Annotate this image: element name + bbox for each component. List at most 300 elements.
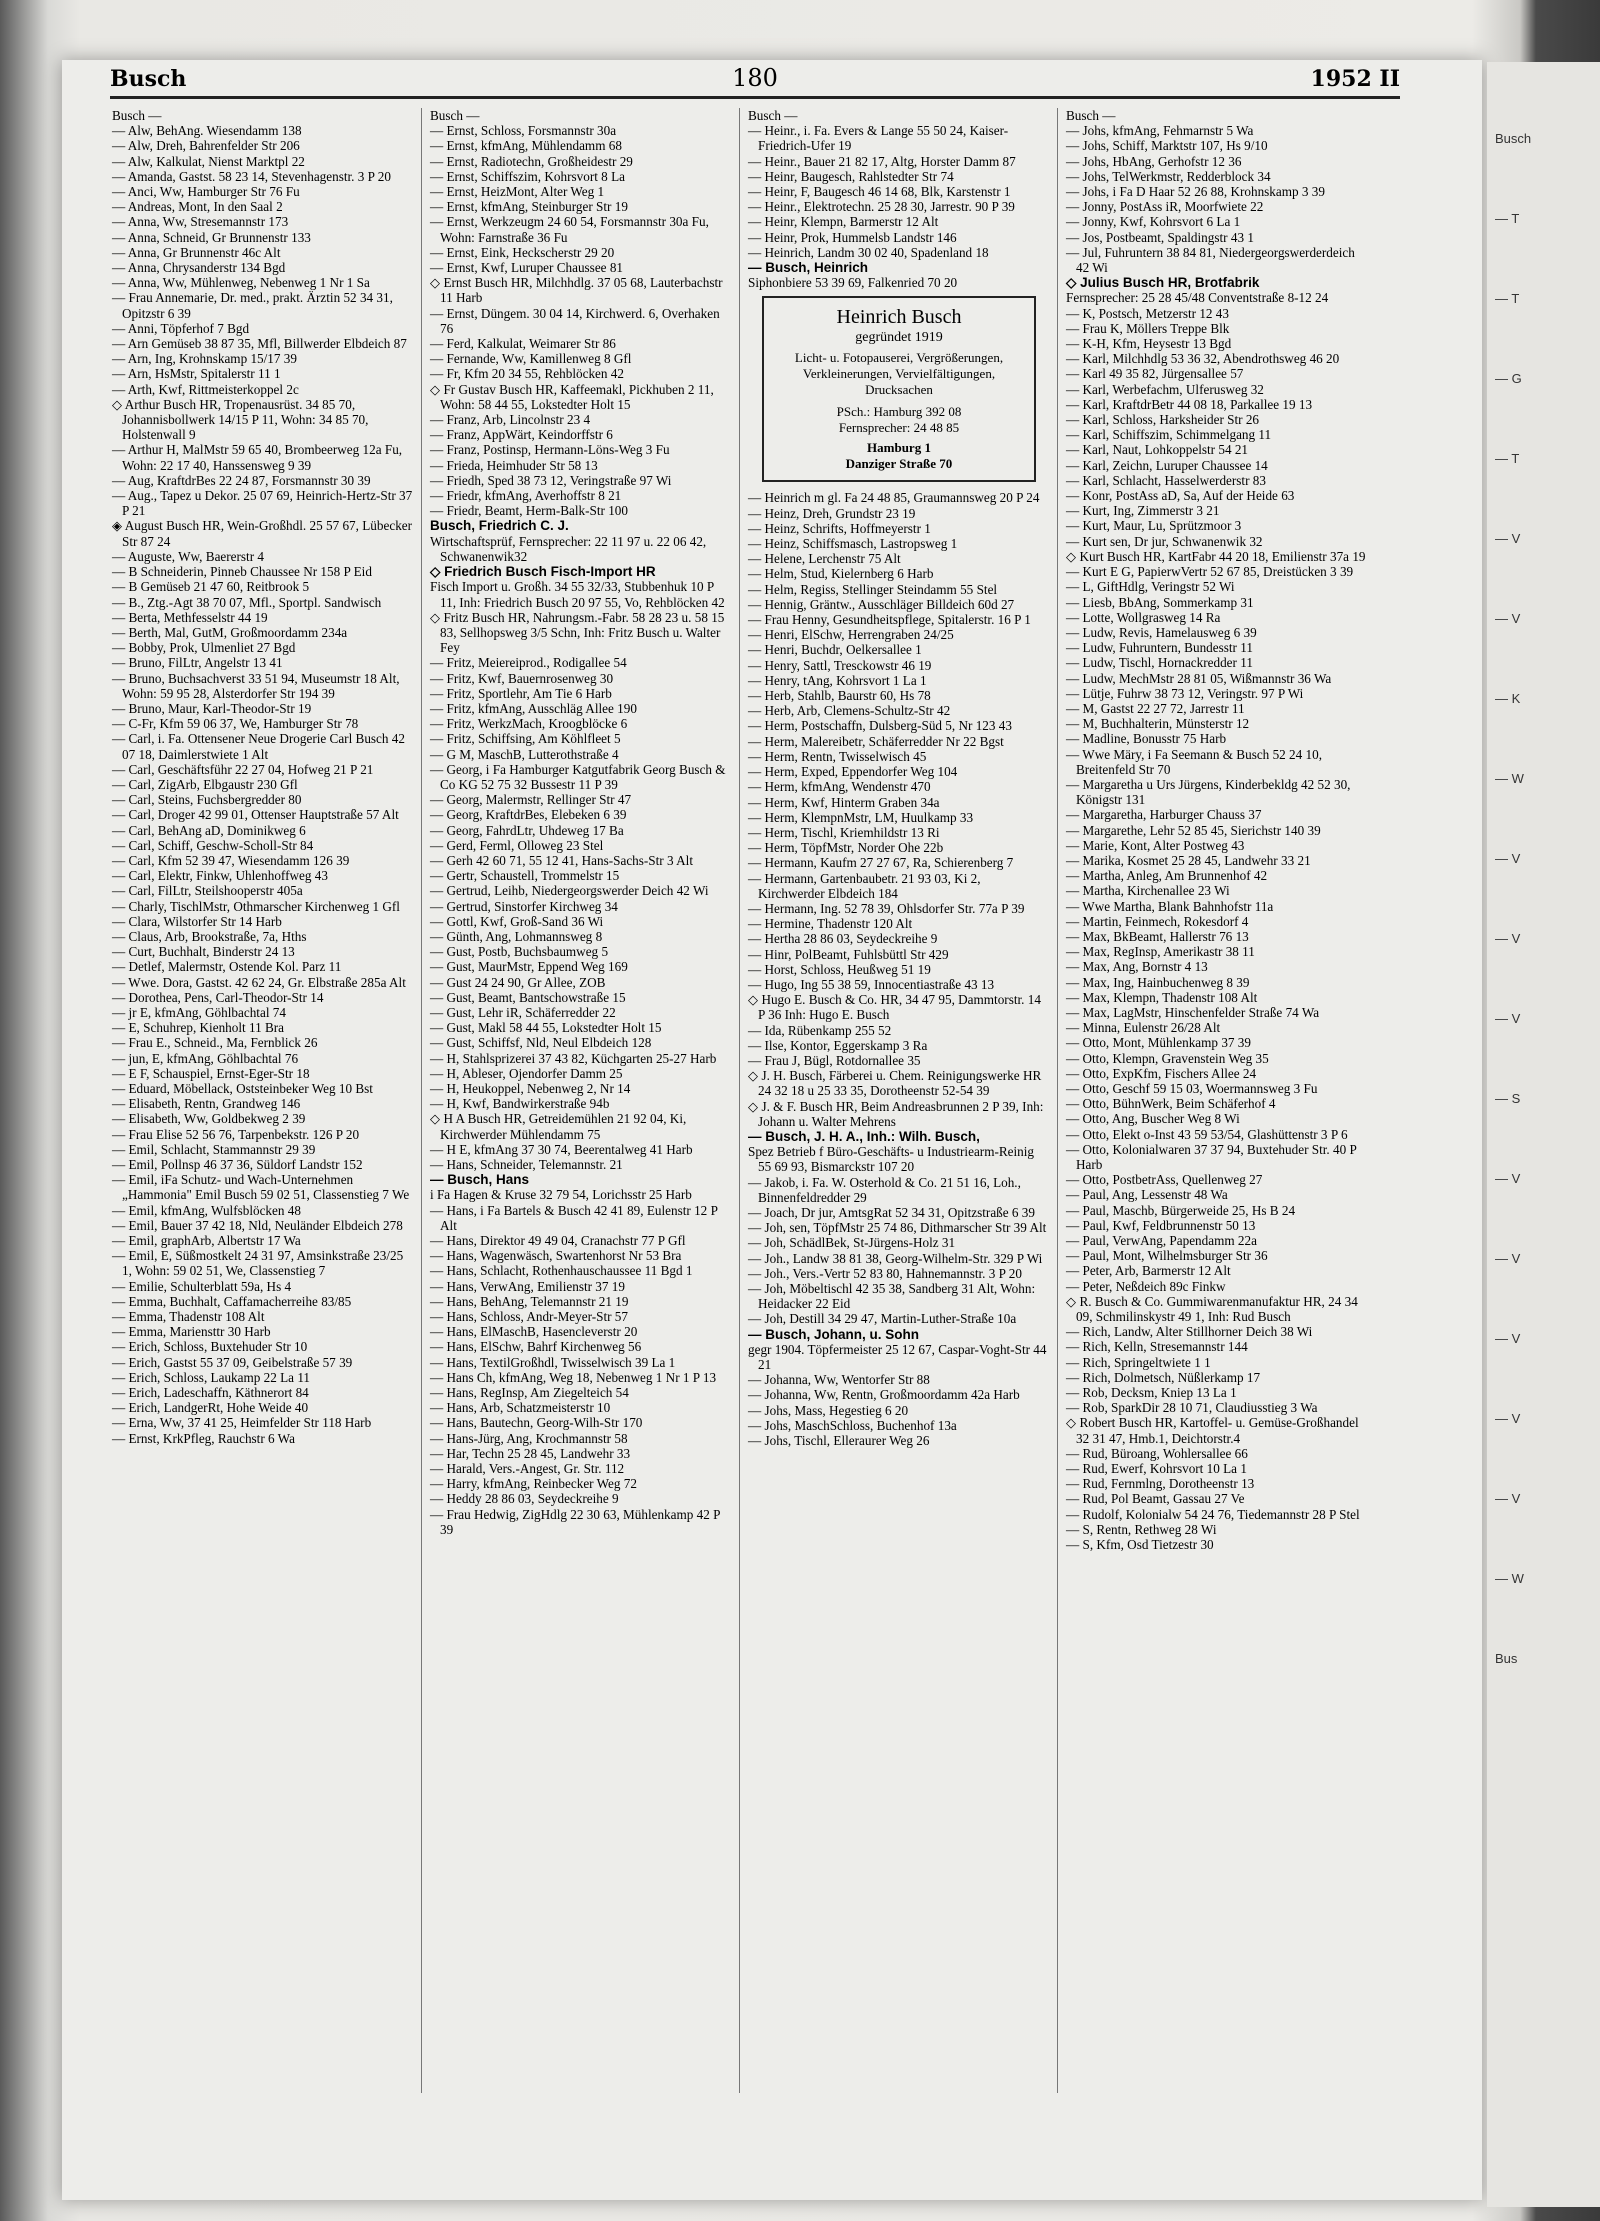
directory-entry: — S, Kfm, Osd Tietzestr 30 [1066, 1537, 1214, 1553]
directory-entry: — Rich, Springeltwiete 1 1 [1066, 1354, 1211, 1370]
directory-entry: — Emil, Bauer 37 42 18, Nld, Neuländer Elbdeich 278 [112, 1217, 403, 1233]
directory-entry: — Emil, graphArb, Albertstr 17 Wa [112, 1233, 301, 1249]
directory-entry: — Arth, Kwf, Rittmeisterkoppel 2c [112, 381, 299, 397]
directory-entry: — Wwe Märy, i Fa Seemann & Busch 52 24 10, Breitenfeld Str 70 [1066, 746, 1323, 777]
directory-entry: — Gertrud, Leihb, Niedergeorgswerder Deich 42 Wi [430, 883, 709, 899]
directory-entry: — Dorothea, Pens, Carl-Theodor-Str 14 [112, 989, 324, 1005]
ad-street: Danziger Straße 70 [845, 456, 953, 472]
directory-entry: — Carl, Steins, Fuchsbergredder 80 [112, 792, 302, 808]
directory-entry: — Herm, Tischl, Kriemhildstr 13 Ri [748, 824, 940, 840]
directory-entry: — Erich, Schloss, Buxtehuder Str 10 [112, 1339, 308, 1355]
directory-entry: — Andreas, Mont, In den Saal 2 [112, 199, 283, 215]
directory-entry: ◇ Arthur Busch HR, Tropenausrüst. 34 85 70, Johannisbollwerk 14/15 P 11, Wohn: 34 85 70, Holstenwall 9 [112, 396, 369, 443]
directory-entry: — Friedr, Beamt, Herm-Balk-Str 100 [430, 503, 628, 519]
directory-entry: — Hans, TextilGroßhdl, Twisselwisch 39 La 1 [430, 1354, 676, 1370]
directory-entry: ◇ Fritz Busch HR, Nahrungsm.-Fabr. 58 28 23 u. 58 15 83, Sellhopsweg 3/5 Schn, Inh: Fritz Busch u. Walter Fey [430, 609, 725, 656]
directory-entry: — Hermine, Thadenstr 120 Alt [748, 916, 913, 932]
ad-company-name: Heinrich Busch [836, 306, 962, 329]
directory-entry: ◇ Kurt Busch HR, KartFabr 44 20 18, Emilienstr 37a 19 [1066, 548, 1366, 564]
directory-entry: ◈ August Busch HR, Wein-Großhdl. 25 57 67, Lübecker Str 87 24 [112, 518, 413, 549]
directory-entry: — Emil, Schlacht, Stammannstr 29 39 [112, 1141, 316, 1157]
directory-entry: — Franz, Postinsp, Hermann-Löns-Weg 3 Fu [430, 442, 670, 458]
directory-entry: — Ernst, Eink, Heckscherstr 29 20 [430, 244, 615, 260]
directory-entry: — jun, E, kfmAng, Göhlbachtal 76 [112, 1050, 299, 1066]
directory-entry: — Lotte, Wollgrasweg 14 Ra [1066, 609, 1221, 625]
directory-entry: — Alw, BehAng. Wiesendamm 138 [112, 123, 302, 139]
directory-entry: — Max, RegInsp, Amerikastr 38 11 [1066, 944, 1255, 960]
directory-entry: ◇ Hugo E. Busch & Co. HR, 34 47 95, Dammtorstr. 14 P 36 Inh: Hugo E. Busch [748, 992, 1041, 1023]
next-page-fragment: — V [1495, 1411, 1521, 1426]
directory-entry: — Henri, ElSchw, Herrengraben 24/25 [748, 627, 954, 643]
directory-entry: — Rich, Dolmetsch, Nüßlerkamp 17 [1066, 1369, 1261, 1385]
directory-entry: — Henry, tAng, Kohrsvort 1 La 1 [748, 672, 927, 688]
directory-entry: — Ernst, Radiotechn, Großheidestr 29 [430, 153, 633, 169]
directory-entry: — Karl, Milchhdlg 53 36 32, Abendrothsweg 46 20 [1066, 351, 1340, 367]
directory-entry: — Erich, Gastst 55 37 09, Geibelstraße 57 39 [112, 1354, 353, 1370]
directory-entry: — Alw, Dreh, Bahrenfelder Str 206 [112, 138, 300, 154]
directory-entry: — Emil, iFa Schutz- und Wach-Unternehmen „Hammonia" Emil Busch 59 02 51, Classenstieg 7 We [112, 1172, 410, 1203]
directory-entry: — Liesb, BbAng, Sommerkamp 31 [1066, 594, 1254, 610]
directory-entry: — Fritz, Meiereiprod., Rodigallee 54 [430, 655, 627, 671]
directory-entry: — Herm, Postschaffn, Dulsberg-Süd 5, Nr 123 43 [748, 718, 1012, 734]
directory-entry: — Anci, Ww, Hamburger Str 76 Fu [112, 184, 300, 200]
directory-entry: — Harry, kfmAng, Reinbecker Weg 72 [430, 1476, 637, 1492]
directory-entry: Busch — [112, 108, 162, 123]
ad-postal-account: PSch.: Hamburg 392 08 [836, 404, 962, 420]
directory-entry: — Anna, Gr Brunnenstr 46c Alt [112, 244, 281, 260]
directory-entry: — Gust, Schiffsf, Nld, Neul Elbdeich 128 [430, 1035, 652, 1051]
directory-entry: — Otto, Ang, Buscher Weg 8 Wi [1066, 1111, 1240, 1127]
directory-entry: — Paul, Ang, Lessenstr 48 Wa [1066, 1187, 1228, 1203]
directory-entry: — Herm, Kwf, Hinterm Graben 34a [748, 794, 940, 810]
directory-entry: — Hermann, Ing. 52 78 39, Ohlsdorfer Str. 77a P 39 [748, 900, 1025, 916]
directory-entry: — Hans, Arb, Schatzmeisterstr 10 [430, 1400, 611, 1416]
directory-entry: — Johs, TelWerkmstr, Redderblock 34 [1066, 168, 1271, 184]
directory-entry: — Karl, Schlacht, Hasselwerderstr 83 [1066, 472, 1266, 488]
directory-entry: — Herb, Arb, Clemens-Schultz-Str 42 [748, 703, 951, 719]
directory-entry: — Carl, Kfm 52 39 47, Wiesendamm 126 39 [112, 852, 350, 868]
directory-entry: Busch — [748, 108, 798, 123]
next-page-fragment: — V [1495, 851, 1521, 866]
directory-entry: — Johanna, Ww, Wentorfer Str 88 [748, 1372, 930, 1388]
directory-entry: — Hans, VerwAng, Emilienstr 37 19 [430, 1278, 625, 1294]
directory-entry: — Otto, Klempn, Gravenstein Weg 35 [1066, 1050, 1269, 1066]
directory-entry-heading: — Busch, Hans [430, 1172, 530, 1188]
directory-entry: — Johs, MaschSchloss, Buchenhof 13a [748, 1417, 957, 1433]
directory-entry: — Hans, Schloss, Andr-Meyer-Str 57 [430, 1309, 628, 1325]
directory-entry: — Johs, Schiff, Marktstr 107, Hs 9/10 [1066, 138, 1268, 154]
directory-entry: — Herm, Malereibetr, Schäferredder Nr 22 Bgst [748, 733, 1004, 749]
directory-entry: — Herm, TöpfMstr, Norder Ohe 22b [748, 840, 944, 856]
directory-entry: — Frau J, Bügl, Rotdornallee 35 [748, 1052, 921, 1068]
directory-entry: — Carl, Droger 42 99 01, Ottenser Hauptstraße 57 Alt [112, 807, 399, 823]
directory-entry: — Gust, Postb, Buchsbaumweg 5 [430, 944, 609, 960]
directory-entry: — Hermann, Gartenbaubetr. 21 93 03, Ki 2, Kirchwerder Elbdeich 184 [748, 870, 981, 901]
directory-entry: — Hans-Jürg, Ang, Krochmannstr 58 [430, 1430, 628, 1446]
directory-entry: — Kurt, Ing, Zimmerstr 3 21 [1066, 503, 1220, 519]
next-page-fragment: — V [1495, 1251, 1521, 1266]
directory-entry: — Emil, E, Süßmostkelt 24 31 97, Amsinkstraße 23/25 1, Wohn: 59 02 51, We, Classenstieg 7 [112, 1248, 404, 1279]
directory-entry: — Carl, Geschäftsführ 22 27 04, Hofweg 21 P 21 [112, 761, 374, 777]
directory-entry: — Rud, Fernmlng, Dorotheenstr 13 [1066, 1476, 1255, 1492]
directory-entry: — Ernst, HeizMont, Alter Weg 1 [430, 184, 605, 200]
directory-entry: — Fr, Kfm 20 34 55, Rehblöcken 42 [430, 366, 624, 382]
directory-entry: — Franz, Arb, Lincolnstr 23 4 [430, 412, 591, 428]
directory-entry: — Gust, Lehr iR, Schäferredder 22 [430, 1004, 616, 1020]
directory-entry: — Alw, Kalkulat, Nienst Marktpl 22 [112, 153, 305, 169]
directory-entry: ◇ Fr Gustav Busch HR, Kaffeemakl, Pickhuben 2 11, Wohn: 58 44 55, Lokstedter Holt 15 [430, 381, 714, 412]
directory-entry: — Johanna, Ww, Rentn, Großmoordamm 42a Harb [748, 1387, 1020, 1403]
directory-entry: — Bobby, Prok, Ulmenliet 27 Bgd [112, 640, 296, 656]
directory-entry: — Heinz, Dreh, Grundstr 23 19 [748, 505, 916, 521]
directory-entry: — Berth, Mal, GutM, Großmoordamm 234a [112, 624, 348, 640]
ad-phone: Fernsprecher: 24 48 85 [838, 420, 960, 436]
directory-entry: — Johs, Mass, Hegestieg 6 20 [748, 1402, 909, 1418]
directory-entry: — K, Postsch, Metzerstr 12 43 [1066, 305, 1229, 321]
directory-entry: — Fernande, Ww, Kamillenweg 8 Gfl [430, 351, 632, 367]
directory-entry: Wirtschaftsprüf, Fernsprecher: 22 11 97 u. 22 06 42, Schwanenwik32 [430, 533, 707, 564]
directory-entry: — Erich, Ladeschaffn, Käthnerort 84 [112, 1385, 309, 1401]
next-page-edge [1487, 62, 1600, 2207]
directory-entry: — Frau E., Schneid., Ma, Fernblick 26 [112, 1035, 318, 1051]
directory-entry: — Jos, Postbeamt, Spaldingstr 43 1 [1066, 229, 1254, 245]
directory-entry: — Otto, PostbetrAss, Quellenweg 27 [1066, 1172, 1263, 1188]
directory-entry: — Anna, Chrysanderstr 134 Bgd [112, 260, 286, 276]
directory-entry: — Henry, Sattl, Tresckowstr 46 19 [748, 657, 932, 673]
directory-entry: Busch — [1066, 108, 1116, 123]
directory-entry: — Hans, i Fa Bartels & Busch 42 41 89, Eulenstr 12 P Alt [430, 1202, 718, 1233]
directory-entry: Fisch Import u. Großh. 34 55 32/33, Stubbenhuk 10 P 11, Inh: Friedrich Busch 20 97 55, Vo, Rehblöcken 42 [430, 579, 725, 610]
directory-entry: — Johs, HbAng, Gerhofstr 12 36 [1066, 153, 1242, 169]
page-number: 180 [732, 64, 778, 92]
directory-entry: — Heinrich, Landm 30 02 40, Spadenland 18 [748, 244, 989, 260]
directory-entry: — Erna, Ww, 37 41 25, Heimfelder Str 118 Harb [112, 1415, 372, 1431]
directory-entry: — Ida, Rübenkamp 255 52 [748, 1022, 892, 1038]
directory-entry: — Auguste, Ww, Baererstr 4 [112, 548, 264, 564]
next-page-fragment: — V [1495, 531, 1521, 546]
next-page-fragment: Busch [1495, 131, 1532, 146]
directory-entry: — Otto, Elekt o-Inst 43 59 53/54, Glashüttenstr 3 P 6 [1066, 1126, 1348, 1142]
directory-entry: — Bruno, FilLtr, Angelstr 13 41 [112, 655, 283, 671]
directory-entry: — Gust, Makl 58 44 55, Lokstedter Holt 15 [430, 1020, 662, 1036]
directory-entry: — Joh, Möbeltischl 42 35 38, Sandberg 31 Alt, Wohn: Heidacker 22 Eid [748, 1281, 1036, 1312]
directory-entry: — Carl, Schiff, Geschw-Scholl-Str 84 [112, 837, 314, 853]
directory-entry: — Erich, Schloss, Laukamp 22 La 11 [112, 1369, 311, 1385]
directory-entry: — Frau Henny, Gesundheitspflege, Spitalerstr. 16 P 1 [748, 612, 1031, 628]
next-page-fragment: — W [1495, 1571, 1524, 1586]
directory-entry: — Heinr, Baugesch, Rahlstedter Str 74 [748, 168, 954, 184]
directory-entry-heading: ◇ Julius Busch HR, Brotfabrik [1066, 275, 1260, 291]
directory-entry: — Rich, Landw, Alter Stillhorner Deich 38 Wi [1066, 1324, 1313, 1340]
directory-entry: — Hans, Schlacht, Rothenhauschaussee 11 Bgd 1 [430, 1263, 693, 1279]
directory-entry: — Marie, Kont, Alter Postweg 43 [1066, 837, 1245, 853]
directory-entry: — Frau K, Möllers Treppe Blk [1066, 320, 1230, 336]
directory-entry: — Heinr, Klempn, Barmerstr 12 Alt [748, 214, 939, 230]
directory-entry: — Friedh, Sped 38 73 12, Veringstraße 97 Wi [430, 472, 672, 488]
directory-entry: — Gust 24 24 90, Gr Allee, ZOB [430, 974, 606, 990]
directory-entry: — Arn Gemüseb 38 87 35, Mfl, Billwerder Elbdeich 87 [112, 336, 407, 352]
directory-entry: — Hinr, PolBeamt, Fuhlsbüttl Str 429 [748, 946, 949, 962]
directory-entry: — Heinz, Schiffsmasch, Lastropsweg 1 [748, 536, 958, 552]
directory-entry: Siphonbiere 53 39 69, Falkenried 70 20 [748, 275, 958, 291]
directory-entry: — Hermann, Kaufm 27 27 67, Ra, Schierenberg 7 [748, 855, 1014, 871]
directory-entry: — Anna, Schneid, Gr Brunnenstr 133 [112, 229, 311, 245]
directory-entry: — Ernst, kfmAng, Mühlendamm 68 [430, 138, 622, 154]
directory-entry: — Minna, Eulenstr 26/28 Alt [1066, 1020, 1221, 1036]
directory-entry: i Fa Hagen & Kruse 32 79 54, Lorichsstr 25 Harb [430, 1187, 692, 1203]
directory-entry-heading: — Busch, Heinrich [748, 260, 869, 276]
directory-entry: — Wwe. Dora, Gastst. 42 62 24, Gr. Elbstraße 285a Alt [112, 974, 406, 990]
directory-entry: — Gertrud, Sinstorfer Kirchweg 34 [430, 898, 618, 914]
directory-entry: — Arn, HsMstr, Spitalerstr 11 1 [112, 366, 281, 382]
directory-entry: — Ernst, Werkzeugm 24 60 54, Forsmannstr 30a Fu, Wohn: Farnstraße 36 Fu [430, 214, 709, 245]
directory-entry: — Georg, Malermstr, Rellinger Str 47 [430, 792, 632, 808]
directory-entry: — Karl, Schiffszim, Schimmelgang 11 [1066, 427, 1272, 443]
directory-entry: — Günth, Ang, Lohmannsweg 8 [430, 928, 603, 944]
directory-entry: — Kurt sen, Dr jur, Schwanenwik 32 [1066, 533, 1263, 549]
directory-entry: — Hans, Wagenwäsch, Swartenhorst Nr 53 Bra [430, 1248, 682, 1264]
next-page-fragment: — V [1495, 1011, 1521, 1026]
directory-entry: — Hans, Bautechn, Georg-Wilh-Str 170 [430, 1415, 643, 1431]
directory-entry: — Hans Ch, kfmAng, Weg 18, Nebenweg 1 Nr 1 P 13 [430, 1369, 717, 1385]
directory-entry: — Aug, KraftdrBes 22 24 87, Forsmannstr 30 39 [112, 472, 371, 488]
directory-entry: — Emma, Mariensttr 30 Harb [112, 1324, 271, 1340]
directory-entry: — Hans, ElSchw, Bahrf Kirchenweg 56 [430, 1339, 642, 1355]
directory-entry: — Carl, ZigArb, Elbgaustr 230 Gfl [112, 776, 298, 792]
header-year-volume: 1952 II [1310, 66, 1400, 92]
directory-entry: — Joh., Vers.-Vertr 52 83 80, Hahnemannstr. 3 P 20 [748, 1265, 1022, 1281]
directory-entry: — Arthur H, MalMstr 59 65 40, Brombeerweg 12a Fu, Wohn: 22 17 40, Hanssensweg 9 39 [112, 442, 403, 473]
directory-entry: — Rud, Pol Beamt, Gassau 27 Ve [1066, 1491, 1245, 1507]
directory-entry: — Helm, Regiss, Stellinger Steindamm 55 Stel [748, 581, 998, 597]
directory-entry: — Jakob, i. Fa. W. Osterhold & Co. 21 51 16, Loh., Binnenfeldredder 29 [748, 1174, 1021, 1205]
next-page-fragment: — K [1495, 691, 1521, 706]
directory-entry: — Har, Techn 25 28 45, Landwehr 33 [430, 1445, 631, 1461]
directory-entry: — Detlef, Malermstr, Ostende Kol. Parz 11 [112, 959, 342, 975]
directory-entry: — Curt, Buchhalt, Binderstr 24 13 [112, 944, 295, 960]
directory-entry: — Ilse, Kontor, Eggerskamp 3 Ra [748, 1037, 928, 1053]
directory-entry: — Ludw, Tischl, Hornackredder 11 [1066, 655, 1253, 671]
directory-entry: — Heinz, Schrifts, Hoffmeyerstr 1 [748, 520, 931, 536]
directory-entry: — Clara, Wilstorfer Str 14 Harb [112, 913, 282, 929]
next-page-fragment: — V [1495, 931, 1521, 946]
directory-entry: — Ernst, Düngem. 30 04 14, Kirchwerd. 6, Overhaken 76 [430, 305, 720, 336]
directory-entry: Busch — [430, 108, 480, 123]
directory-entry: — Johs, kfmAng, Fehmarnstr 5 Wa [1066, 123, 1254, 139]
directory-entry: — Anni, Töpferhof 7 Bgd [112, 320, 250, 336]
directory-entry: — H, Ableser, Ojendorfer Damm 25 [430, 1065, 623, 1081]
directory-entry: — Elisabeth, Rentn, Grandweg 146 [112, 1096, 301, 1112]
directory-entry: — Karl, Naut, Lohkoppelstr 54 21 [1066, 442, 1249, 458]
directory-entry: — Otto, Geschf 59 15 03, Woermannsweg 3 Fu [1066, 1081, 1318, 1096]
directory-entry: ◇ J. H. Busch, Färberei u. Chem. Reinigungswerke HR 24 32 18 u 25 33 35, Dorotheenstr 52-54 39 [748, 1068, 1042, 1099]
directory-entry: — Hans, Schneider, Telemannstr. 21 [430, 1157, 623, 1173]
next-page-fragment: — G [1495, 371, 1522, 386]
directory-entry: — Harald, Vers.-Angest, Gr. Str. 112 [430, 1461, 625, 1477]
directory-entry: — Rich, Kelln, Stresemannstr 144 [1066, 1339, 1248, 1355]
directory-entry: — Hans, ElMaschB, Hasencleverstr 20 [430, 1324, 638, 1340]
directory-entry: — Hertha 28 86 03, Seydeckreihe 9 [748, 931, 938, 947]
directory-entry: — Franz, AppWärt, Keindorffstr 6 [430, 427, 613, 443]
directory-entry: — Arn, Ing, Krohnskamp 15/17 39 [112, 351, 297, 367]
directory-entry: — Horst, Schloss, Heußweg 51 19 [748, 961, 931, 977]
directory-entry: — Gust, MaurMstr, Eppend Weg 169 [430, 959, 628, 975]
directory-entry: — Ernst, Schloss, Forsmannstr 30a [430, 123, 617, 139]
ad-founded: gegründet 1919 [855, 330, 943, 346]
directory-entry: — Joh, SchädlBek, St-Jürgens-Holz 31 [748, 1235, 956, 1251]
directory-entry: — Herm, Exped, Eppendorfer Weg 104 [748, 764, 958, 780]
directory-entry: — Martha, Kirchenallee 23 Wi [1066, 883, 1230, 899]
directory-entry: — Hugo, Ing 55 38 59, Innocentiastraße 43 13 [748, 976, 995, 992]
directory-entry: Spez Betrieb f Büro-Geschäfts- u Industriearm-Reinig 55 69 93, Bismarckstr 107 20 [748, 1144, 1035, 1175]
directory-entry: ◇ Ernst Busch HR, Milchhdlg. 37 05 68, Lauterbachstr 11 Harb [430, 275, 723, 306]
directory-entry: — Anna, Ww, Mühlenweg, Nebenweg 1 Nr 1 Sa [112, 275, 370, 291]
directory-entry: — Jonny, PostAss iR, Moorfwiete 22 [1066, 199, 1264, 215]
next-page-fragment: — W [1495, 771, 1524, 786]
directory-entry: — S, Rentn, Rethweg 28 Wi [1066, 1521, 1217, 1537]
directory-entry: — B Gemüseb 21 47 60, Reitbrook 5 [112, 579, 310, 595]
directory-entry: ◇ J. & F. Busch HR, Beim Andreasbrunnen 2 P 39, Inh: Johann u. Walter Mehrens [748, 1098, 1044, 1129]
directory-entry: — Max, LagMstr, Hinschenfelder Straße 74 Wa [1066, 1004, 1320, 1020]
directory-entry: — Hans, BehAng, Telemannstr 21 19 [430, 1293, 629, 1309]
directory-column-3 [748, 108, 1050, 1448]
directory-entry: — Lütje, Fuhrw 38 73 12, Veringstr. 97 P Wi [1066, 685, 1304, 701]
directory-column-4 [1066, 108, 1368, 1552]
directory-entry: — Bruno, Buchsachverst 33 51 94, Museumstr 18 Alt, Wohn: 59 95 28, Alsterdorfer Str 194 39 [112, 670, 400, 701]
directory-entry: — Ludw, Revis, Hamelausweg 6 39 [1066, 624, 1257, 640]
directory-entry: — jr E, kfmAng, Göhlbachtal 74 [112, 1004, 286, 1020]
directory-entry: — M, Buchhalterin, Münsterstr 12 [1066, 716, 1250, 732]
directory-entry: — B Schneiderin, Pinneb Chaussee Nr 158 P Eid [112, 564, 372, 580]
directory-entry: — Hennig, Gräntw., Ausschläger Billdeich 60d 27 [748, 596, 1015, 612]
directory-entry: ◇ Robert Busch HR, Kartoffel- u. Gemüse-Großhandel 32 31 47, Hmb.1, Deichtorstr.4 [1066, 1415, 1359, 1446]
directory-entry: — Otto, Kolonialwaren 37 37 94, Buxtehuder Str. 40 P Harb [1066, 1141, 1357, 1173]
directory-entry: — Gottl, Kwf, Groß-Sand 36 Wi [430, 913, 604, 929]
directory-entry: — Ernst, Kwf, Luruper Chaussee 81 [430, 260, 624, 276]
directory-entry: — Ferd, Kalkulat, Weimarer Str 86 [430, 336, 616, 352]
ad-city: Hamburg 1 [867, 440, 931, 456]
directory-entry: — Otto, Mont, Mühlenkamp 37 39 [1066, 1035, 1251, 1051]
next-page-fragment: — T [1495, 291, 1520, 306]
directory-entry: — Georg, FahrdLtr, Uhdeweg 17 Ba [430, 822, 624, 838]
directory-entry: — Heinrich m gl. Fa 24 48 85, Graumannsweg 20 P 24 [748, 490, 1040, 506]
directory-entry: — Karl, Werbefachm, Ulferusweg 32 [1066, 381, 1264, 397]
directory-entry: — G M, MaschB, Lutterothstraße 4 [430, 746, 619, 762]
directory-entry: — Herm, KlempnMstr, LM, Huulkamp 33 [748, 809, 974, 825]
directory-entry: — Rud, Ewerf, Kohrsvort 10 La 1 [1066, 1461, 1247, 1477]
directory-entry: — Ludw, MechMstr 28 81 05, Wißmannstr 36 Wa [1066, 670, 1332, 686]
directory-entry: — Hans, RegInsp, Am Ziegelteich 54 [430, 1385, 629, 1401]
directory-entry: — Frau Annemarie, Dr. med., prakt. Ärztin 52 34 31, Opitzstr 6 39 [112, 290, 393, 321]
directory-entry: — Margarethe, Lehr 52 85 45, Sierichstr 140 39 [1066, 822, 1321, 838]
directory-entry: — Aug., Tapez u Dekor. 25 07 69, Heinrich-Hertz-Str 37 P 21 [112, 488, 413, 519]
header-surname: Busch [110, 66, 187, 92]
directory-entry: — Gertr, Schaustell, Trommelstr 15 [430, 868, 620, 884]
directory-entry: — Gust, Beamt, Bantschowstraße 15 [430, 989, 626, 1005]
directory-entry: — Peter, Neßdeich 89c Finkw [1066, 1278, 1226, 1294]
directory-entry: — Carl, Elektr, Finkw, Uhlenhoffweg 43 [112, 868, 328, 884]
directory-entry: — Georg, i Fa Hamburger Katgutfabrik Georg Busch & Co KG 52 75 32 Bussestr 11 P 39 [430, 761, 726, 792]
directory-entry: — Karl, Zeichn, Luruper Chaussee 14 [1066, 457, 1268, 473]
directory-entry: — Heinr., i. Fa. Evers & Lange 55 50 24, Kaiser-Friedrich-Ufer 19 [748, 123, 1009, 154]
directory-entry: — Jul, Fuhruntern 38 84 81, Niedergeorgswerderdeich 42 Wi [1066, 244, 1355, 276]
directory-entry: — Karl, Schloss, Harksheider Str 26 [1066, 412, 1260, 428]
column-divider [421, 108, 422, 2093]
directory-entry-heading: Busch, Friedrich C. J. [430, 518, 569, 534]
directory-entry: gegr 1904. Töpfermeister 25 12 67, Caspar-Voght-Str 44 21 [748, 1341, 1047, 1373]
directory-entry: — Herm, Rentn, Twisselwisch 45 [748, 748, 927, 764]
directory-entry: — Carl, i. Fa. Ottensener Neue Drogerie Carl Busch 42 07 18, Daimlerstwiete 1 Alt [112, 731, 405, 762]
directory-entry: — Fritz, Schiffsing, Am Köhlfleet 5 [430, 731, 621, 747]
directory-entry: — Anna, Ww, Stresemannstr 173 [112, 214, 289, 230]
directory-entry: — Elisabeth, Ww, Goldbekweg 2 39 [112, 1111, 306, 1127]
directory-entry: — Margaretha u Urs Jürgens, Kinderbekldg 42 52 30, Königstr 131 [1066, 776, 1351, 808]
directory-entry: — Herb, Stahlb, Baurstr 60, Hs 78 [748, 688, 931, 704]
directory-entry-heading: — Busch, J. H. A., Inh.: Wilh. Busch, [748, 1128, 980, 1144]
page-header [110, 56, 1400, 99]
directory-entry: — C-Fr, Kfm 59 06 37, We, Hamburger Str 78 [112, 716, 359, 732]
directory-entry: — Paul, Kwf, Feldbrunnenstr 50 13 [1066, 1217, 1256, 1233]
column-divider [1057, 108, 1058, 2093]
directory-entry: — Emil, kfmAng, Wulfsblöcken 48 [112, 1202, 301, 1218]
directory-entry: — Johs, i Fa D Haar 52 26 88, Krohnskamp 3 39 [1066, 184, 1325, 200]
directory-entry: — Max, Ing, Hainbuchenweg 8 39 [1066, 974, 1250, 990]
directory-entry: — Jonny, Kwf, Kohrsvort 6 La 1 [1066, 214, 1241, 230]
next-page-fragment: — V [1495, 611, 1521, 626]
ad-services: Licht- u. Fotopauserei, Vergrößerungen, Verkleinerungen, Vervielfältigungen, Drucksachen [794, 350, 1004, 398]
directory-entry: — Joach, Dr jur, AmtsgRat 52 34 31, Opitzstraße 6 39 [748, 1204, 1035, 1220]
directory-entry: — E, Schuhrep, Kienholt 11 Bra [112, 1020, 285, 1036]
directory-entry: — Helene, Lerchenstr 75 Alt [748, 551, 901, 567]
directory-entry: ◇ R. Busch & Co. Gummiwarenmanufaktur HR, 24 34 09, Schmilinskystr 49 1, Inh: Rud Busch [1066, 1293, 1358, 1325]
directory-entry: — Emil, Pollnsp 46 37 36, Süldorf Landstr 152 [112, 1157, 363, 1173]
directory-entry: — Ernst, kfmAng, Steinburger Str 19 [430, 199, 628, 215]
directory-entry: — M, Gastst 22 27 72, Jarrestr 11 [1066, 700, 1245, 716]
directory-entry: — Heddy 28 86 03, Seydeckreihe 9 [430, 1491, 619, 1507]
directory-entry: — Gerd, Ferml, Olloweg 23 Stel [430, 837, 604, 853]
directory-entry: — Claus, Arb, Brookstraße, 7a, Hths [112, 928, 307, 944]
directory-entry: — Fritz, WerkzMach, Kroogblöcke 6 [430, 716, 628, 732]
directory-entry: — Wwe Martha, Blank Bahnhofstr 11a [1066, 898, 1274, 914]
directory-entry: — B., Ztg.-Agt 38 70 07, Mfl., Sportpl. Sandwisch [112, 594, 382, 610]
directory-entry: — Gerh 42 60 71, 55 12 41, Hans-Sachs-Str 3 Alt [430, 852, 693, 868]
directory-entry: — Ernst, Schiffszim, Kohrsvort 8 La [430, 168, 625, 184]
next-page-fragment: — V [1495, 1491, 1521, 1506]
directory-entry: — Friedr, kfmAng, Averhoffstr 8 21 [430, 488, 622, 504]
directory-entry: — K-H, Kfm, Heysestr 13 Bgd [1066, 336, 1232, 352]
next-page-fragment: — T [1495, 451, 1520, 466]
directory-entry: — Rudolf, Kolonialw 54 24 76, Tiedemannstr 28 P Stel [1066, 1506, 1360, 1522]
next-page-fragment: Bus [1495, 1651, 1518, 1666]
directory-entry: — L, GiftHdlg, Veringstr 52 Wi [1066, 579, 1235, 595]
directory-entry-heading: — Busch, Johann, u. Sohn [748, 1326, 920, 1342]
directory-entry: — Rud, Büroang, Wohlersallee 66 [1066, 1445, 1248, 1461]
directory-entry: — Heinr, F, Baugesch 46 14 68, Blk, Karstenstr 1 [748, 184, 1011, 200]
directory-entry: — Hans, Direktor 49 49 04, Cranachstr 77 P Gfl [430, 1233, 686, 1249]
directory-entry-heading: ◇ Friedrich Busch Fisch-Import HR [430, 564, 656, 580]
directory-entry: — Ludw, Fuhruntern, Bundesstr 11 [1066, 640, 1253, 656]
directory-entry: — Martin, Feinmech, Rokesdorf 4 [1066, 913, 1249, 929]
directory-entry: — Amanda, Gastst. 58 23 14, Stevenhagenstr. 3 P 20 [112, 168, 391, 184]
directory-entry: — Heinr., Elektrotechn. 25 28 30, Jarrestr. 90 P 39 [748, 199, 1015, 215]
directory-entry: — Frau Elise 52 56 76, Tarpenbekstr. 126 P 20 [112, 1126, 360, 1142]
advertisement-box [762, 296, 1036, 482]
directory-entry: — Joh, sen, TöpfMstr 25 74 86, Dithmarscher Str 39 Alt [748, 1220, 1047, 1236]
next-page-fragment: — V [1495, 1331, 1521, 1346]
directory-entry: — Charly, TischlMstr, Othmarscher Kirchenweg 1 Gfl [112, 898, 400, 914]
directory-entry: — Max, Klempn, Thadenstr 108 Alt [1066, 989, 1258, 1005]
directory-entry: — Rob, Decksm, Kniep 13 La 1 [1066, 1385, 1237, 1401]
